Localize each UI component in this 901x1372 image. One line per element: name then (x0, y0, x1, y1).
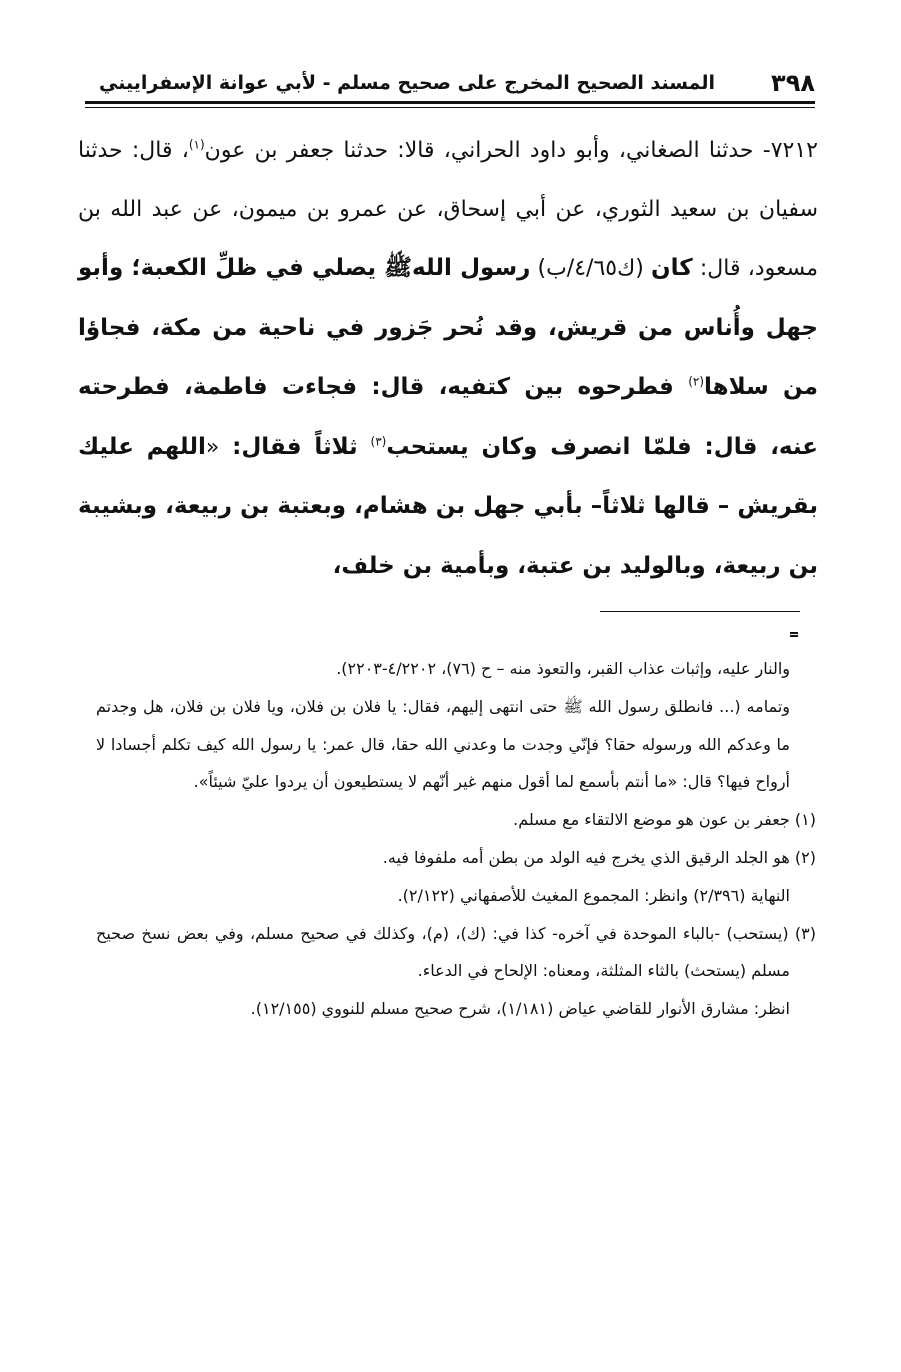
continuation-mark (790, 632, 798, 637)
running-title: المسند الصحيح المخرج على صحيح مسلم - لأبي عوانة الإسفراييني (99, 72, 715, 94)
footnote-2-continuation: النهاية (٢/٣٩٦) وانظر: المجموع المغيث للأصفهاني (٢/١٢٢). (397, 885, 790, 905)
quote-mark: « (205, 434, 220, 460)
matn-start: كان (651, 255, 693, 281)
manuscript-ref: (ك٤/٦٥/ب) (530, 256, 652, 281)
footnote-continuation-2: وتمامه (... فانطلق رسول الله ﷺ حتى انتهى إليهم، فقال: يا فلان بن فلان، ويا فلان بن فلان، هل وجدتم ما وعدكم الله ورسوله حقا؟ فإنّي وجدت ما وعدني الله حقا، قال عمر: يا رسول الله كيف تكلم أجسادا لا أرواح فيها؟ قال: «ما أنتم بأسمع لما أقول منهم غير أنّهم لا يستطيعون أن يردوا عليّ شيئاً». (96, 696, 790, 792)
footnote-3-continuation: انظر: مشارق الأنوار للقاضي عياض (١/١٨١)، شرح صحيح مسلم للنووي (١٢/١٥٥). (250, 999, 790, 1019)
footnote-continuation-1: والنار عليه، وإثبات عذاب القبر، والتعوذ منه – ح (٧٦)، ٤/٢٢٠٢-٢٢٠٣). (336, 659, 790, 678)
footnote-2: (٢) هو الجلد الرقيق الذي يخرج فيه الولد من بطن أمه ملفوفا فيه. (382, 847, 816, 867)
footnotes-section (96, 650, 816, 1028)
footnote-ref-2: (٢) (688, 374, 705, 389)
footnote-ref-1: (١) (188, 137, 205, 152)
hadith-number: ٧٢١٢- (762, 138, 818, 163)
matn-text-4: اللهم عليك بقريش – قالها ثلاثاً– بأبي جهل بن هشام، وبعتبة بن ربيعة، وبشيبة بن ربيعة، وبالوليد بن عتبة، وبأمية بن خلف، (78, 433, 818, 579)
footnote-3: (٣) (يستحب) -بالباء الموحدة في آخره- كذا في: (ك)، (م)، وكذلك في صحيح مسلم، وفي بعض نسخ صحيح مسلم (يستحث) بالثاء المثلثة، ومعناه: الإلحاح في الدعاء. (96, 923, 816, 981)
matn-text-3: ثلاثاً فقال: (219, 433, 371, 460)
footnote-separator (600, 611, 800, 612)
footnote-1: (١) جعفر بن عون هو موضع الالتقاء مع مسلم. (513, 810, 816, 830)
isnad-text-1: حدثنا الصغاني، وأبو داود الحراني، قالا: حدثنا جعفر بن عون (204, 138, 763, 163)
footnote-ref-3: (٣) (370, 434, 387, 449)
matn-text-2: فطرحوه بين كتفيه، قال: فجاءت فاطمة، فطرحته عنه، قال: فلمّا انصرف وكان يستحب (78, 374, 818, 460)
page-header (85, 66, 815, 100)
page-number: ٣٩٨ (771, 69, 815, 97)
isnad-text-2: ، قال: حدثنا سفيان بن سعيد الثوري، عن أبي إسحاق، عن عمرو بن ميمون، عن عبد الله بن مسعود، قال: (78, 138, 818, 281)
matn-text-1: رسول اللهﷺ يصلي في ظلِّ الكعبة؛ وأبو جهل وأُناس من قريش، وقد نُحر جَزور في ناحية من مكة، فجاؤا من سلاها (78, 255, 818, 400)
header-rule-thick (85, 101, 815, 104)
hadith-text (78, 122, 818, 596)
header-rule-thin (85, 107, 815, 108)
